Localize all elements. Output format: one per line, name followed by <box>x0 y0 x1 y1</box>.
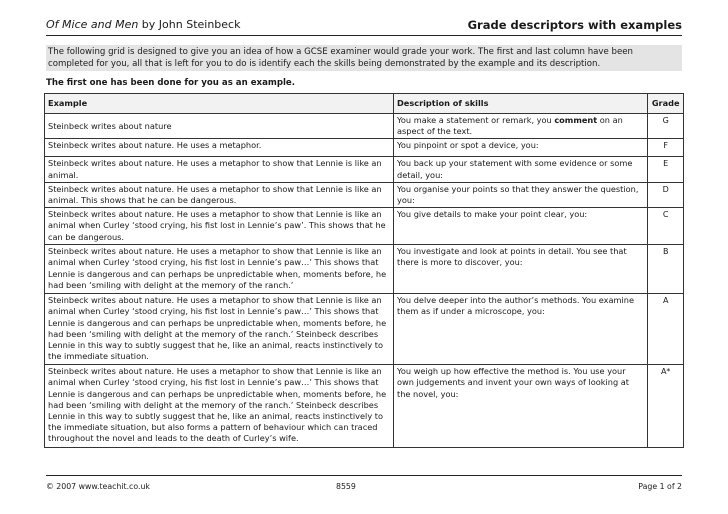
table-row <box>45 294 684 365</box>
page-footer <box>46 475 682 493</box>
grade-cell: G <box>648 114 684 139</box>
column-header-description: Description of skills <box>394 94 648 114</box>
grade-cell: A* <box>648 365 684 448</box>
example-cell: Steinbeck writes about nature. He uses a metaphor to show that Lennie is like an animal when Curley ‘stood crying, his fist lost in Lennie’s paw…’ This shows that Lennie is dangerous and can perhaps be unpredictable when, moments before, he had been ‘smiling with delight at the memory of the ranch.’ Steinbeck describes Lennie in this way to subtly suggest that he, like an animal, reacts instinctively to the immediate situation. <box>45 294 394 365</box>
grade-cell: D <box>648 182 684 207</box>
example-cell: Steinbeck writes about nature. He uses a metaphor to show that Lennie is like an animal. <box>45 157 394 182</box>
table-row <box>45 182 684 207</box>
example-cell: Steinbeck writes about nature. He uses a metaphor. <box>45 139 394 157</box>
grade-cell: B <box>648 245 684 294</box>
header-divider <box>46 35 682 36</box>
intro-note: The first one has been done for you as an example. <box>46 78 296 88</box>
book-title: Of Mice and Men <box>46 18 139 31</box>
description-emphasis: comment <box>554 115 598 125</box>
column-header-example: Example <box>45 94 394 114</box>
table-row <box>45 245 684 294</box>
table-row <box>45 157 684 182</box>
description-cell: You investigate and look at points in detail. You see that there is more to discover, you: <box>394 245 648 294</box>
example-cell: Steinbeck writes about nature. He uses a metaphor to show that Lennie is like an animal when Curley ‘stood crying, his fist lost in Lennie’s paw…’ This shows that Lennie is dangerous and can perhaps be unpredictable when, moments before, he had been ‘smiling with delight at the memory of the ranch.’ <box>45 245 394 294</box>
description-cell: You give details to make your point clear, you: <box>394 208 648 245</box>
description-text: You make a statement or remark, you <box>397 115 555 125</box>
book-credit <box>46 18 240 32</box>
document-title: Grade descriptors with examples <box>467 18 682 32</box>
table-row <box>45 365 684 448</box>
table-row <box>45 114 684 139</box>
page-number: Page 1 of 2 <box>638 482 682 491</box>
description-text-end: on an aspect of the text. <box>397 115 623 137</box>
example-cell: Steinbeck writes about nature. He uses a metaphor to show that Lennie is like an animal. This shows that he can be dangerous. <box>45 182 394 207</box>
column-header-grade: Grade <box>648 94 684 114</box>
grade-cell: A <box>648 294 684 365</box>
grade-descriptor-table <box>44 93 684 448</box>
grade-cell: C <box>648 208 684 245</box>
description-cell: You back up your statement with some evidence or some detail, you: <box>394 157 648 182</box>
author-credit: by John Steinbeck <box>138 18 241 31</box>
resource-code: 8559 <box>336 482 356 491</box>
copyright-text: © 2007 www.teachit.co.uk <box>46 482 150 491</box>
example-cell: Steinbeck writes about nature. He uses a metaphor to show that Lennie is like an animal when Curley ‘stood crying, his fist lost in Lennie’s paw’. This shows that he can be dangerous. <box>45 208 394 245</box>
intro-paragraph: The following grid is designed to give you an idea of how a GCSE examiner would grade your work. The first and last column have been completed for you, all that is left for you to do is identify each the skills being demonstrated by the example and its description. <box>46 45 682 71</box>
table-row <box>45 208 684 245</box>
description-cell: You weigh up how effective the method is. You use your own judgements and invent your own ways of looking at the novel, you: <box>394 365 648 448</box>
description-cell: You pinpoint or spot a device, you: <box>394 139 648 157</box>
description-cell: You organise your points so that they answer the question, you: <box>394 182 648 207</box>
table-row <box>45 139 684 157</box>
example-cell: Steinbeck writes about nature <box>45 114 394 139</box>
footer-divider <box>46 475 682 476</box>
page-header <box>46 18 682 36</box>
description-cell <box>394 114 648 139</box>
description-cell: You delve deeper into the author’s methods. You examine them as if under a microscope, you: <box>394 294 648 365</box>
grade-cell: F <box>648 139 684 157</box>
grade-cell: E <box>648 157 684 182</box>
example-cell: Steinbeck writes about nature. He uses a metaphor to show that Lennie is like an animal when Curley ‘stood crying, his fist lost in Lennie’s paw…’ This shows that Lennie is dangerous and can perhaps be unpredictable when, moments before, he had been ‘smiling with delight at the memory of the ranch.’ Steinbeck describes Lennie in this way to subtly suggest that he, like an animal, reacts instinctively to the immediate situation, but also forms a pattern of behaviour which can traced throughout the novel and leads to the death of Curley’s wife. <box>45 365 394 448</box>
table-header-row <box>45 94 684 114</box>
